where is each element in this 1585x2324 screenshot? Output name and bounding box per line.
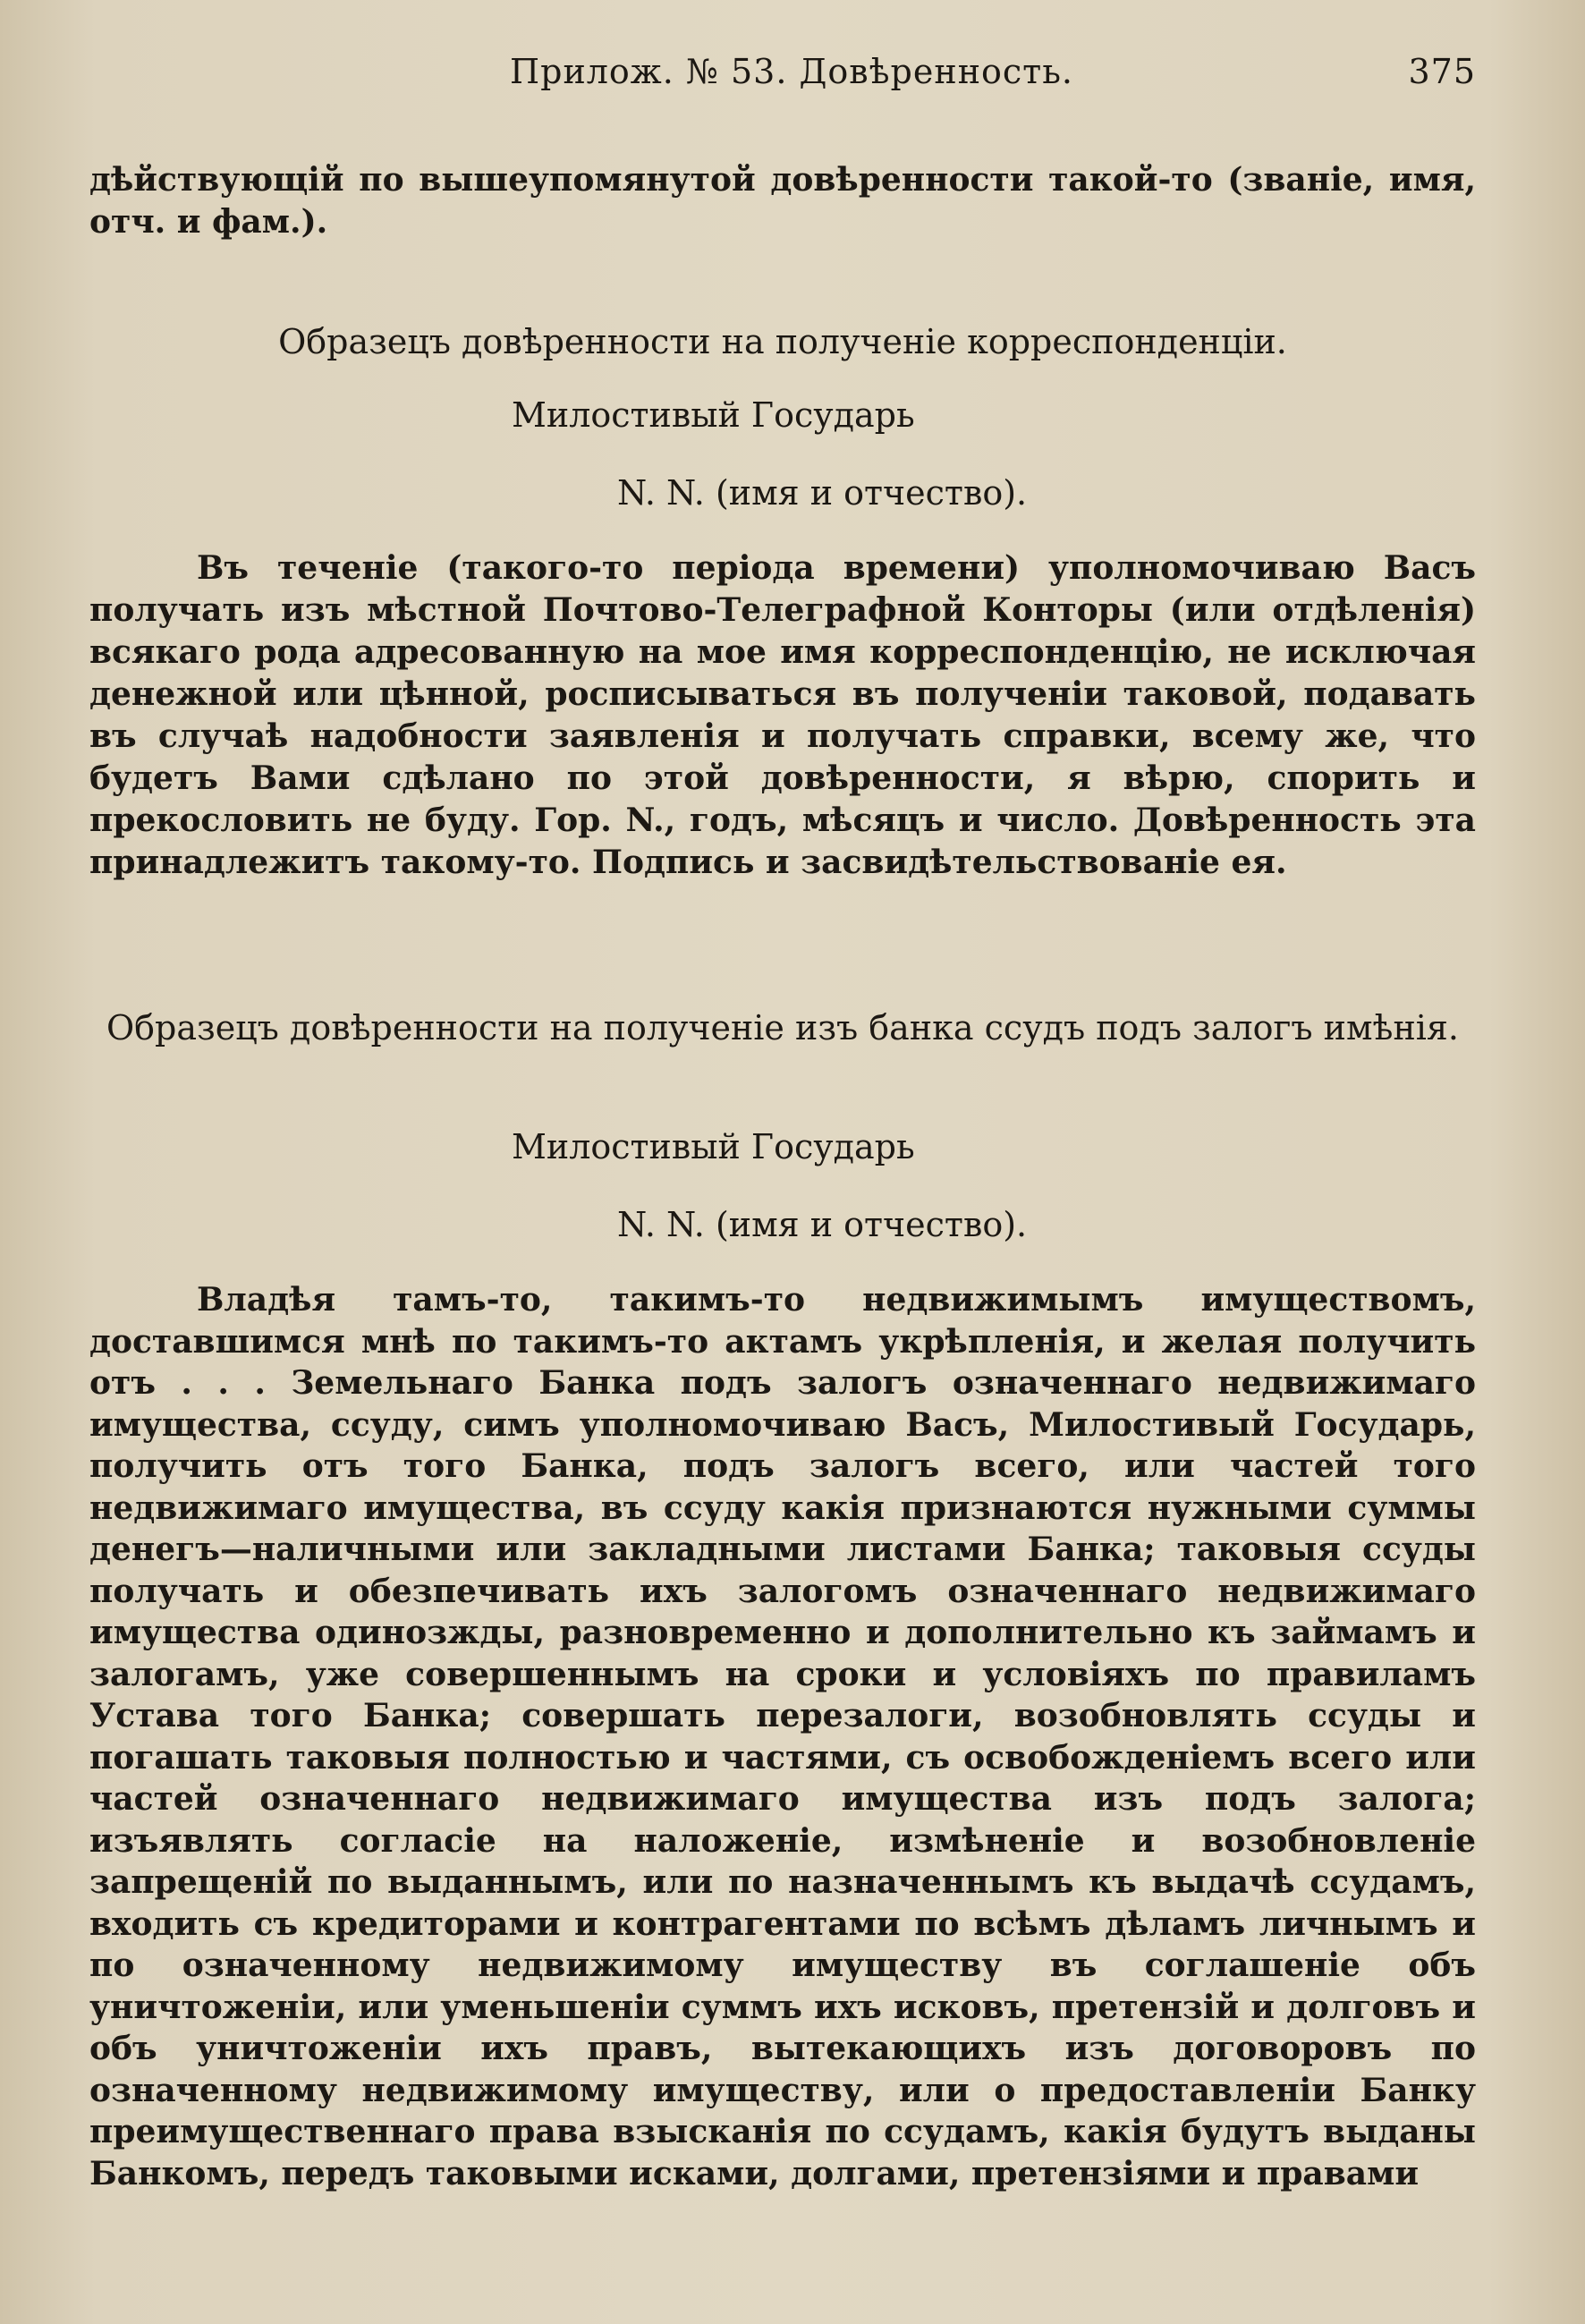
section-heading-correspondence: Образецъ довѣренности на полученіе корреспонденціи.	[278, 322, 1287, 361]
body-paragraph-bank-loan: Владѣя тамъ-то, такимъ-то недвижимымъ имуществомъ, доставшимся мнѣ по такимъ-то актамъ укрѣпленія, и желая получить отъ . . . Земельнаго Банка подъ залогъ означеннаго недвижимаго имущества, ссуду, симъ уполномочиваю Васъ, Милостивый Государь, получить отъ того Банка, подъ залогъ всего, или частей того недвижимаго имущества, въ ссуду какія признаются нужными суммы денегъ—наличными или закладными листами Банка; таковыя ссуды получать и обезпечивать ихъ залогомъ означеннаго недвижимаго имущества одинозжды, разновременно и дополнительно къ займамъ и залогамъ, уже совершеннымъ на сроки и условіяхъ по правиламъ Устава того Банка; совершать перезалоги, возобновлять ссуды и погашать таковыя полностью и частями, съ освобожденіемъ всего или частей означеннаго недвижимаго имущества изъ подъ залога; изъявлять согласіе на наложеніе, измѣненіе и возобновленіе запрещеній по выданнымъ, или по назначеннымъ къ выдачѣ ссудамъ, входить съ кредиторами и контрагентами по всѣмъ дѣламъ личнымъ и по означенному недвижимому имуществу въ соглашеніе объ уничтоженіи, или уменьшеніи суммъ ихъ исковъ, претензій и долговъ и объ уничтоженіи ихъ правъ, вытекающихъ изъ договоровъ по означенному недвижимому имуществу, или о предоставленіи Банку преимущественнаго права взысканія по ссудамъ, какія будутъ выданы Банкомъ, передъ таковыми исками, долгами, претензіями и правами	[89, 1281, 1476, 2193]
addressee: N. N. (имя и отчество).	[617, 1205, 1028, 1244]
section-heading-bank-loan: Образецъ довѣренности на полученіе изъ банка ссудъ подъ залогъ имѣнія.	[106, 1008, 1459, 1047]
addressee: N. N. (имя и отчество).	[617, 473, 1028, 513]
body-paragraph-correspondence: Въ теченіе (такого-то періода времени) уполномочиваю Васъ получать изъ мѣстной Почтово-Телеграфной Конторы (или отдѣленія) всякаго рода адресованную на мое имя корреспонденцію, не исключая денежной или цѣнной, росписываться въ полученіи таковой, подавать въ случаѣ надобности заявленія и получать справки, всему же, что будетъ Вами сдѣлано по этой довѣренности, я вѣрю, спорить и прекословить не буду. Гор. N., годъ, мѣсяцъ и число. Довѣренность эта принадлежитъ такому-то. Подпись и засвидѣтельствованіе ея.	[89, 549, 1476, 881]
intro-paragraph: дѣйствующій по вышеупомянутой довѣренности такой-то (званіе, имя, отч. и фам.).	[89, 161, 1476, 241]
salutation: Милостивый Государь	[512, 395, 915, 435]
page-number: 375	[1408, 52, 1476, 91]
salutation: Милостивый Государь	[512, 1127, 915, 1166]
running-title: Прилож. № 53. Довѣренность.	[510, 52, 1073, 91]
running-head	[89, 52, 1476, 106]
